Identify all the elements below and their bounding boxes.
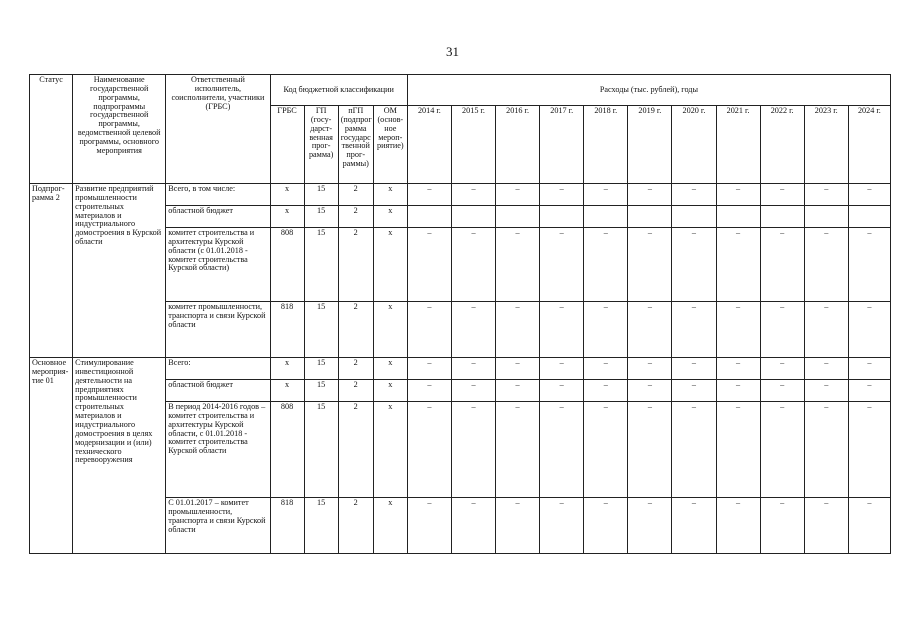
expense-cell bbox=[760, 206, 804, 228]
pgp-cell: 2 bbox=[338, 228, 373, 302]
expense-cell: – bbox=[716, 498, 760, 554]
expense-cell: – bbox=[540, 228, 584, 302]
expense-cell: – bbox=[451, 358, 495, 380]
name-cell: Стимулирование инвестиционной деятельности на предприятиях промышленности строительных материалов и индустриального домостроения в целях модернизации и (или) технического перевооружения bbox=[73, 358, 166, 554]
om-cell: x bbox=[373, 380, 407, 402]
responsible-cell: В период 2014-2016 годов – комитет строительства и архитектуры Курской области, с 01.01.2018 - комитет строительства Курской области bbox=[166, 402, 270, 498]
expense-cell: – bbox=[628, 302, 672, 358]
responsible-cell: областной бюджет bbox=[166, 206, 270, 228]
expense-cell: – bbox=[451, 184, 495, 206]
pgp-cell: 2 bbox=[338, 402, 373, 498]
expense-cell: – bbox=[760, 358, 804, 380]
expense-cell: – bbox=[760, 228, 804, 302]
expense-cell: – bbox=[628, 380, 672, 402]
pgp-cell: 2 bbox=[338, 184, 373, 206]
expense-cell: – bbox=[804, 358, 848, 380]
expense-cell: – bbox=[540, 302, 584, 358]
header-responsible: Ответственный исполнитель, соисполнители, участники (ГРБС) bbox=[166, 75, 270, 184]
header-year: 2021 г. bbox=[716, 106, 760, 184]
expense-cell bbox=[848, 206, 890, 228]
expense-cell: – bbox=[672, 402, 716, 498]
header-gp: ГП (госу-дарст-венная прог-рамма) bbox=[304, 106, 338, 184]
gp-cell: 15 bbox=[304, 498, 338, 554]
om-cell: x bbox=[373, 498, 407, 554]
header-year: 2015 г. bbox=[451, 106, 495, 184]
expense-cell: – bbox=[584, 498, 628, 554]
expense-cell: – bbox=[760, 402, 804, 498]
expense-cell: – bbox=[804, 402, 848, 498]
expense-cell: – bbox=[540, 184, 584, 206]
expense-cell: – bbox=[628, 358, 672, 380]
table-body bbox=[30, 184, 891, 554]
expense-cell bbox=[804, 206, 848, 228]
header-year: 2024 г. bbox=[848, 106, 890, 184]
expense-cell: – bbox=[451, 498, 495, 554]
grbs-cell: 818 bbox=[270, 498, 304, 554]
gp-cell: 15 bbox=[304, 302, 338, 358]
expense-cell: – bbox=[716, 358, 760, 380]
pgp-cell: 2 bbox=[338, 380, 373, 402]
expense-cell: – bbox=[584, 184, 628, 206]
expense-cell: – bbox=[672, 380, 716, 402]
expense-cell: – bbox=[716, 228, 760, 302]
expense-cell bbox=[407, 206, 451, 228]
expense-cell: – bbox=[407, 184, 451, 206]
expense-cell bbox=[584, 206, 628, 228]
gp-cell: 15 bbox=[304, 184, 338, 206]
expense-cell: – bbox=[760, 498, 804, 554]
expense-cell: – bbox=[496, 498, 540, 554]
expense-cell: – bbox=[672, 302, 716, 358]
pgp-cell: 2 bbox=[338, 498, 373, 554]
header-row-main bbox=[30, 75, 891, 106]
expense-cell: – bbox=[848, 380, 890, 402]
expense-cell: – bbox=[760, 302, 804, 358]
om-cell: x bbox=[373, 184, 407, 206]
expense-cell: – bbox=[672, 228, 716, 302]
header-year: 2018 г. bbox=[584, 106, 628, 184]
status-cell: Основное мероприя-тие 01 bbox=[30, 358, 73, 554]
header-year: 2019 г. bbox=[628, 106, 672, 184]
expense-cell: – bbox=[540, 358, 584, 380]
grbs-cell: 808 bbox=[270, 402, 304, 498]
om-cell: x bbox=[373, 358, 407, 380]
gp-cell: 15 bbox=[304, 380, 338, 402]
pgp-cell: 2 bbox=[338, 358, 373, 380]
expense-cell: – bbox=[407, 498, 451, 554]
expense-cell: – bbox=[804, 228, 848, 302]
expense-cell: – bbox=[407, 228, 451, 302]
expense-cell: – bbox=[451, 302, 495, 358]
responsible-cell: комитет промышленности, транспорта и связи Курской области bbox=[166, 302, 270, 358]
expense-cell: – bbox=[584, 380, 628, 402]
expense-cell: – bbox=[804, 380, 848, 402]
responsible-cell: областной бюджет bbox=[166, 380, 270, 402]
expense-cell: – bbox=[496, 358, 540, 380]
expense-cell: – bbox=[848, 498, 890, 554]
expense-cell: – bbox=[716, 380, 760, 402]
expense-cell: – bbox=[848, 302, 890, 358]
expense-cell: – bbox=[584, 302, 628, 358]
pgp-cell: 2 bbox=[338, 206, 373, 228]
expense-cell: – bbox=[451, 380, 495, 402]
header-grbs: ГРБС bbox=[270, 106, 304, 184]
expense-cell: – bbox=[848, 184, 890, 206]
expense-cell: – bbox=[496, 380, 540, 402]
header-year: 2020 г. bbox=[672, 106, 716, 184]
grbs-cell: x bbox=[270, 206, 304, 228]
expense-cell: – bbox=[804, 302, 848, 358]
expense-cell: – bbox=[760, 184, 804, 206]
responsible-cell: Всего: bbox=[166, 358, 270, 380]
expense-cell bbox=[496, 206, 540, 228]
expense-cell bbox=[628, 206, 672, 228]
expense-cell: – bbox=[584, 228, 628, 302]
expense-cell: – bbox=[584, 402, 628, 498]
expense-cell: – bbox=[496, 228, 540, 302]
expense-cell: – bbox=[496, 184, 540, 206]
pgp-cell: 2 bbox=[338, 302, 373, 358]
expense-cell: – bbox=[451, 228, 495, 302]
expense-cell: – bbox=[716, 302, 760, 358]
gp-cell: 15 bbox=[304, 228, 338, 302]
expense-cell bbox=[540, 206, 584, 228]
expense-cell: – bbox=[496, 402, 540, 498]
header-year: 2016 г. bbox=[496, 106, 540, 184]
expense-cell bbox=[716, 206, 760, 228]
header-year: 2014 г. bbox=[407, 106, 451, 184]
gp-cell: 15 bbox=[304, 358, 338, 380]
expense-cell: – bbox=[628, 184, 672, 206]
expense-cell: – bbox=[804, 498, 848, 554]
expense-cell: – bbox=[407, 380, 451, 402]
expense-cell: – bbox=[848, 358, 890, 380]
header-pgp: пГП (подпрог рамма государс твенной прог-раммы) bbox=[338, 106, 373, 184]
grbs-cell: x bbox=[270, 184, 304, 206]
expense-cell: – bbox=[540, 380, 584, 402]
table-row bbox=[30, 184, 891, 206]
header-om: ОМ (основ-ное мероп-риятие) bbox=[373, 106, 407, 184]
expense-cell: – bbox=[496, 302, 540, 358]
expense-cell: – bbox=[760, 380, 804, 402]
expense-cell bbox=[451, 206, 495, 228]
om-cell: x bbox=[373, 206, 407, 228]
expense-cell: – bbox=[672, 184, 716, 206]
responsible-cell: С 01.01.2017 – комитет промышленности, транспорта и связи Курской области bbox=[166, 498, 270, 554]
expense-cell: – bbox=[540, 498, 584, 554]
header-status: Статус bbox=[30, 75, 73, 184]
expense-cell: – bbox=[407, 358, 451, 380]
gp-cell: 15 bbox=[304, 206, 338, 228]
budget-table bbox=[29, 74, 891, 554]
expense-cell: – bbox=[628, 498, 672, 554]
om-cell: x bbox=[373, 228, 407, 302]
expense-cell: – bbox=[848, 402, 890, 498]
expense-cell: – bbox=[584, 358, 628, 380]
expense-cell: – bbox=[804, 184, 848, 206]
expense-cell: – bbox=[672, 358, 716, 380]
table-row bbox=[30, 358, 891, 380]
header-year: 2017 г. bbox=[540, 106, 584, 184]
expense-cell: – bbox=[628, 228, 672, 302]
header-name: Наименование государственной программы, подпрограммы государственной программы, ведомственной целевой программы, основного мероприятия bbox=[73, 75, 166, 184]
om-cell: x bbox=[373, 302, 407, 358]
header-year: 2022 г. bbox=[760, 106, 804, 184]
name-cell: Развитие предприятий промышленности строительных материалов и индустриального домостроения в Курской области bbox=[73, 184, 166, 358]
expense-cell: – bbox=[407, 302, 451, 358]
expense-cell: – bbox=[716, 402, 760, 498]
header-budget-classification: Код бюджетной классификации bbox=[270, 75, 407, 106]
expense-cell: – bbox=[716, 184, 760, 206]
page-number: 31 bbox=[446, 44, 459, 59]
om-cell: x bbox=[373, 402, 407, 498]
expense-cell: – bbox=[848, 228, 890, 302]
responsible-cell: комитет строительства и архитектуры Курской области (с 01.01.2018 - комитет строительства Курской области) bbox=[166, 228, 270, 302]
header-year: 2023 г. bbox=[804, 106, 848, 184]
grbs-cell: x bbox=[270, 380, 304, 402]
expense-cell: – bbox=[451, 402, 495, 498]
expense-cell: – bbox=[540, 402, 584, 498]
header-expenses: Расходы (тыс. рублей), годы bbox=[407, 75, 890, 106]
expense-cell: – bbox=[672, 498, 716, 554]
grbs-cell: 818 bbox=[270, 302, 304, 358]
expense-cell: – bbox=[628, 402, 672, 498]
grbs-cell: 808 bbox=[270, 228, 304, 302]
expense-cell bbox=[672, 206, 716, 228]
status-cell: Подпрог-рамма 2 bbox=[30, 184, 73, 358]
responsible-cell: Всего, в том числе: bbox=[166, 184, 270, 206]
expense-cell: – bbox=[407, 402, 451, 498]
gp-cell: 15 bbox=[304, 402, 338, 498]
grbs-cell: x bbox=[270, 358, 304, 380]
